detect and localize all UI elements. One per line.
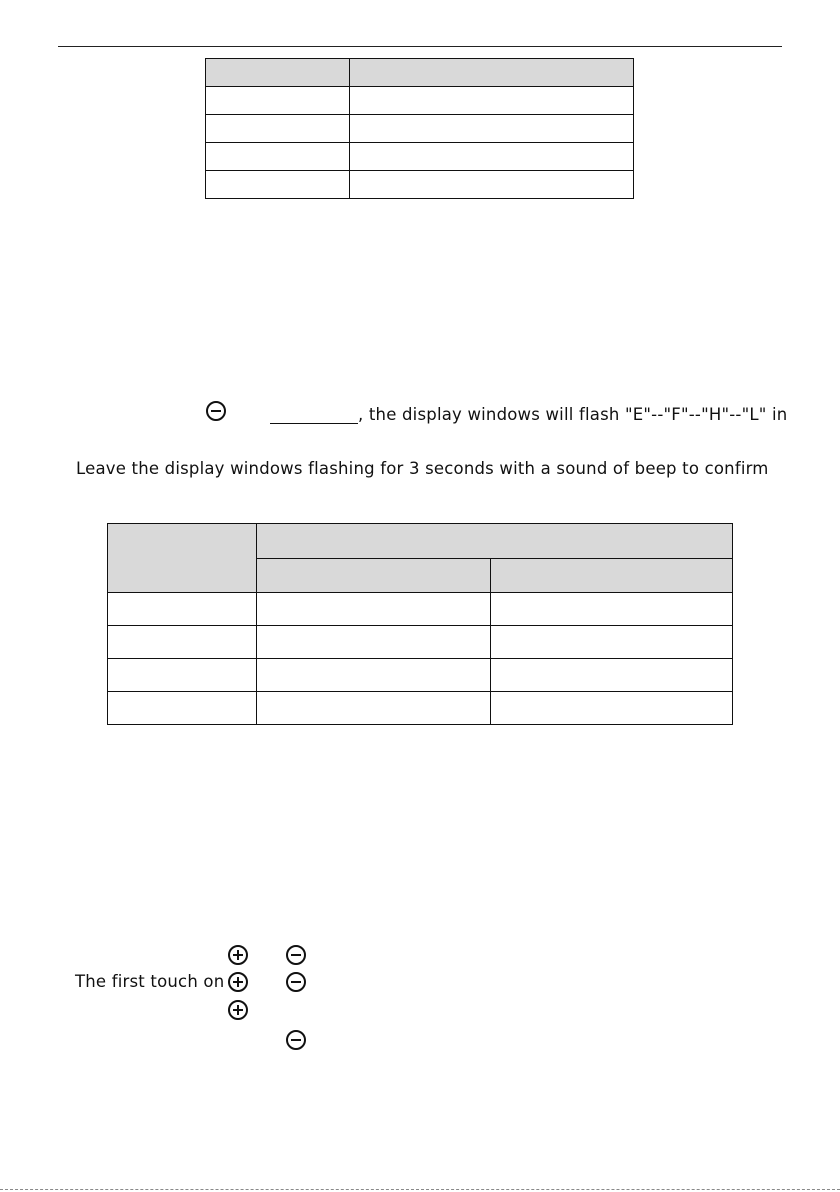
table-row (108, 626, 733, 659)
table-cell (491, 692, 733, 725)
plus-circle-icon (228, 945, 248, 965)
table-cell (206, 143, 350, 171)
header-cell (350, 59, 634, 87)
table-cell (108, 659, 257, 692)
table-row (206, 87, 634, 115)
table-cell (206, 115, 350, 143)
table-cell (108, 626, 257, 659)
table-cell (350, 115, 634, 143)
leave-sentence: Leave the display windows flashing for 3 seconds with a sound of beep to confirm (76, 459, 769, 478)
table-header-row (206, 59, 634, 87)
table-top (205, 58, 634, 199)
minus-circle-icon (286, 1030, 306, 1050)
table-cell (257, 659, 491, 692)
first-touch-label: The first touch on (75, 972, 225, 991)
minus-circle-icon (286, 972, 306, 992)
table-row (206, 115, 634, 143)
plus-circle-icon (228, 972, 248, 992)
blank-underline (270, 423, 358, 424)
table-bottom (107, 523, 733, 725)
header-rule (58, 46, 782, 47)
header-cell (257, 524, 733, 559)
table-header-row (108, 524, 733, 559)
plus-circle-icon (228, 1000, 248, 1020)
flash-sentence: , the display windows will flash "E"--"F"--"H"--"L" in (358, 405, 788, 424)
table-cell (257, 692, 491, 725)
header-cell (206, 59, 350, 87)
table-cell (108, 593, 257, 626)
header-cell (108, 524, 257, 593)
table-row (108, 593, 733, 626)
table-cell (108, 692, 257, 725)
table-cell (491, 659, 733, 692)
table-cell (350, 171, 634, 199)
minus-circle-icon (206, 401, 226, 421)
page-cut-line (0, 1189, 840, 1190)
table-row (206, 171, 634, 199)
table-cell (350, 87, 634, 115)
table-cell (491, 593, 733, 626)
header-cell (257, 558, 491, 593)
table-cell (257, 593, 491, 626)
table-cell (491, 626, 733, 659)
table-cell (206, 87, 350, 115)
table-cell (206, 171, 350, 199)
header-cell (491, 558, 733, 593)
table-row (108, 659, 733, 692)
table-cell (350, 143, 634, 171)
table-row (108, 692, 733, 725)
table-cell (257, 626, 491, 659)
table-row (206, 143, 634, 171)
minus-circle-icon (286, 945, 306, 965)
